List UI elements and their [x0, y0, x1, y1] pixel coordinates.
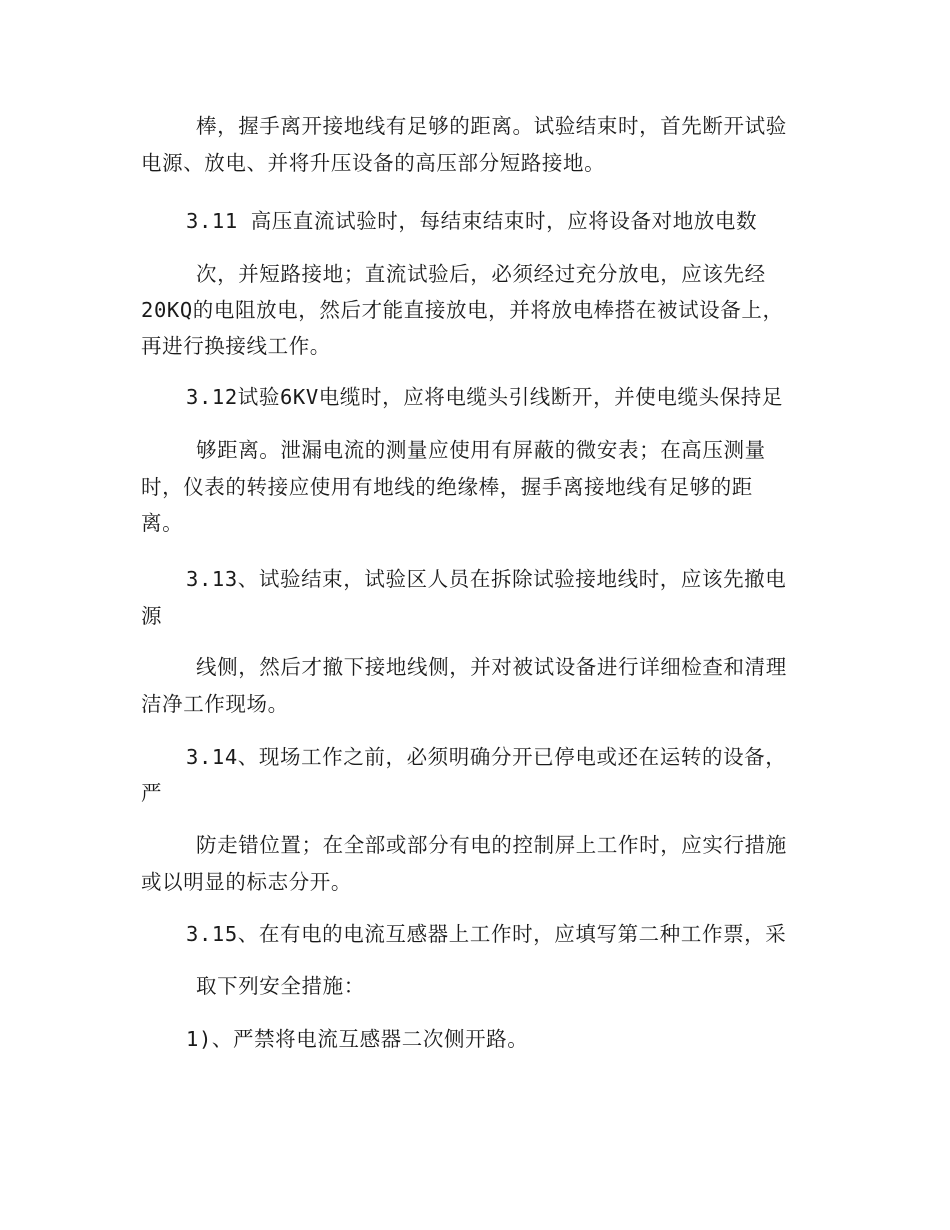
text-line: 线侧，然后才撤下接地线侧，并对被试设备进行详细检查和清理 — [196, 655, 787, 679]
text-line: 离。 — [141, 511, 184, 535]
text-line: 3.15、在有电的电流互感器上工作时，应填写第二种工作票，采 — [186, 922, 787, 946]
text-line: 源 — [141, 604, 163, 628]
text-line: 时，仪表的转接应使用有地线的绝缘棒，握手离接地线有足够的距 — [141, 475, 753, 499]
text-line: 次，并短路接地；直流试验后，必须经过充分放电，应该先经 — [196, 262, 766, 286]
text-line: 棒，握手离开接地线有足够的距离。试验结束时，首先断开试验 — [196, 114, 787, 138]
text-line: 够距离。泄漏电流的测量应使用有屏蔽的微安表；在高压测量 — [196, 438, 766, 462]
text-line: 电源、放电、并将升压设备的高压部分短路接地。 — [141, 151, 606, 175]
text-line: 严 — [141, 781, 163, 805]
text-line: 或以明显的标志分开。 — [141, 870, 352, 894]
text-line: 再进行换接线工作。 — [141, 334, 331, 358]
text-line: 3.13、试验结束，试验区人员在拆除试验接地线时，应该先撤电 — [186, 567, 787, 591]
text-line: 取下列安全措施： — [196, 974, 365, 998]
text-line: 1)、严禁将电流互感器二次侧开路。 — [186, 1027, 529, 1051]
text-line: 3.12试验6KV电缆时，应将电缆头引线断开，并使电缆头保持足 — [186, 385, 783, 409]
text-line: 20KQ的电阻放电，然后才能直接放电，并将放电棒搭在被试设备上， — [141, 298, 784, 322]
text-line: 防走错位置；在全部或部分有电的控制屏上工作时，应实行措施 — [196, 833, 787, 857]
text-line: 洁净工作现场。 — [141, 692, 289, 716]
text-line: 3.14、现场工作之前，必须明确分开已停电或还在运转的设备， — [186, 745, 787, 769]
text-line: 3.11 高压直流试验时，每结束结束时，应将设备对地放电数 — [186, 209, 758, 233]
